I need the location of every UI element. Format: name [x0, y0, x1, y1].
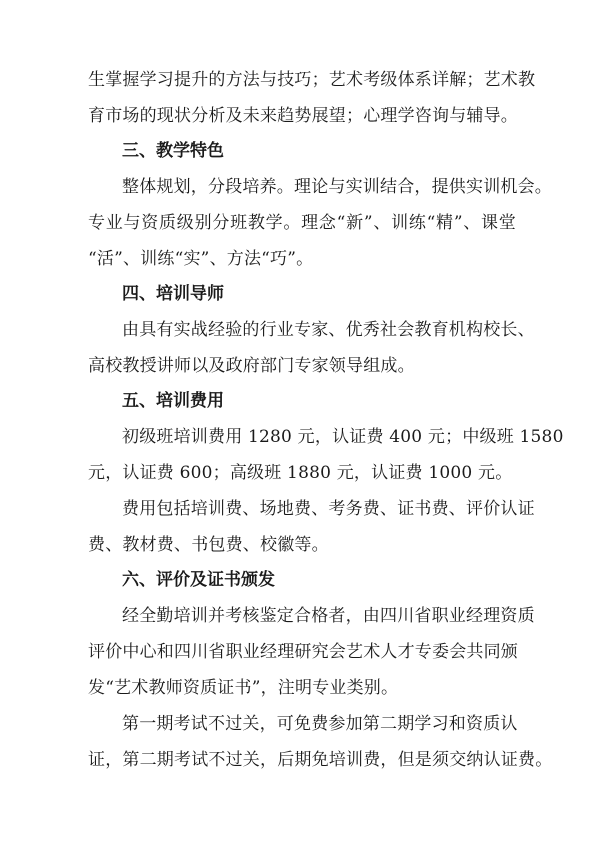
text-line: 证，第二期考试不过关，后期免培训费，但是须交纳认证费。: [88, 750, 553, 770]
text-line: 高校教授讲师以及政府部门专家领导组成。: [88, 356, 415, 376]
text-line: 由具有实战经验的行业专家、优秀社会教育机构校长、: [122, 320, 535, 340]
text-line: 评价中心和四川省职业经理研究会艺术人才专委会共同颁: [88, 642, 518, 662]
text-line: 初级班培训费用 1280 元，认证费 400 元；中级班 1580: [122, 427, 564, 447]
text-line: 第一期考试不过关，可免费参加第二期学习和资质认: [122, 714, 518, 734]
text-line: 元，认证费 600；高级班 1880 元，认证费 1000 元。: [88, 463, 513, 483]
text-line: 发“艺术教师资质证书”，注明专业类别。: [88, 678, 399, 698]
text-line: 专业与资质级别分班教学。理念“新”、训练“精”、课堂: [88, 213, 516, 233]
text-line: 费、教材费、书包费、校徽等。: [88, 535, 329, 555]
text-line: 育市场的现状分析及未来趋势展望；心理学咨询与辅导。: [88, 106, 518, 126]
section-heading-certification: 六、评价及证书颁发: [122, 570, 275, 590]
text-line: 生掌握学习提升的方法与技巧；艺术考级体系详解；艺术教: [88, 70, 536, 90]
text-line: “活”、训练“实”、方法“巧”。: [88, 249, 314, 269]
text-line: 费用包括培训费、场地费、考务费、证书费、评价认证: [122, 499, 535, 519]
section-heading-fees: 五、培训费用: [122, 391, 224, 411]
text-line: 经全勤培训并考核鉴定合格者，由四川省职业经理资质: [122, 606, 535, 626]
text-line: 整体规划，分段培养。理论与实训结合，提供实训机会。: [122, 177, 552, 197]
section-heading-trainers: 四、培训导师: [122, 284, 224, 304]
section-heading-teaching-features: 三、教学特色: [122, 141, 224, 161]
